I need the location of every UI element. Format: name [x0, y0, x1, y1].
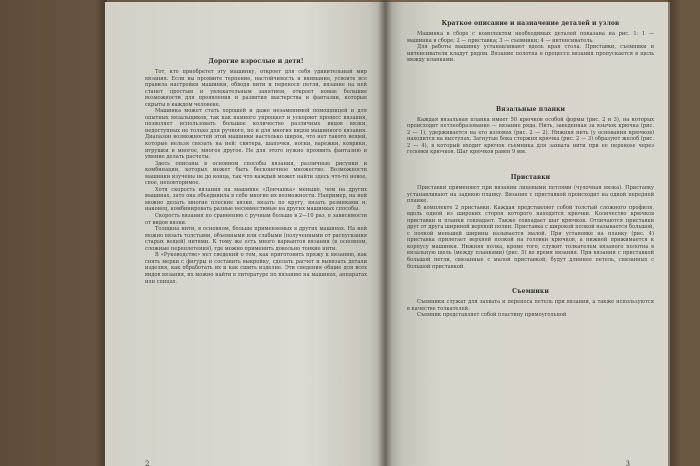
left-paragraph: Тот, кто приобретет эту машинку, откроет для себя удивительный мир вязания. Если вы проявите терпение, настойчивость и внимание, усвоите все правила настройки машинки, обводя нити и перенося петли, вязание на ней станет простым и увлекательным занятием, откроет новые большие возможности для проявления и развития мастерства и фантазии, которые скрыты в каждом человеке.	[145, 69, 367, 108]
right-page-number: 3	[625, 460, 630, 466]
right-paragraph: В комплекте 2 приставки. Каждая представляет собой толстый сложного профиля, вдоль одной из широких сторон которого находятся крючки. Количество крючков приставки и планки совпадает. Также совпадает шаг крючков. Отличаются приставки друг от друга шириной верхней полки. Приставка с широкой полкой называется большой, с полкой меньшей ширины называется малой. При установке на планку (рис. 4) приставка прилегает верхней полкой на головки крючков, а нижней прижимается к корпусу машинки. Нижняя полка, кроме того, служит толкателем вязаного полотна в вязальную щель (между планками) (рис. 5) во время вязания. При вязании с приставкой большой петли, связанные с малой приставкой, будут длиннее петель, связанных с большой приставкой.	[407, 204, 654, 270]
right-paragraph: Машинка в сборе с комплектом необходимых деталей показана на рис. 1: 1 — машинка в сборе; 2 — приставка; 3 — съемники; 4 — интенсиватель.	[407, 31, 654, 44]
right-edge-shadow	[668, 0, 682, 466]
right-paragraph: Приставки применяют при вязании лицевыми петлями (чулочная вязка). Приставку устанавливают на заднюю планку. Вязание с приставкой происходит на одной передней планке.	[407, 185, 654, 205]
heading-removers: Съемники	[512, 288, 549, 296]
right-paragraph: Каждая вязальная планка имеет 50 крючков особой формы (рис. 2 и 3), на которых происходит петлеобразование — вязание ряда. Нить, заведенная за язычок крючка (рис. 2 — 1), удерживается на его изломах (рис. 2 — 2). Нижняя нить (у основания крючков) находится на выступах. Загнутые бока стержня крючка (рис. 2 — 3) образуют желоб (рис. 2 — 4), в который входит крючок съемника для захвата нити при ее перенose через головки крючков. Шаг крючков равен 9 мм.	[407, 116, 654, 156]
right-paragraph: Для работы машинку устанавливают вдоль края стола. Приставки, съемники и интенсиватели кладут рядом. Вязание полотна в процессе вязания пропускается в щель между планками.	[407, 44, 654, 64]
left-paragraph: Машинка может стать хорошей и даже незаменимой помощницей и для опытных вязальщиков, так как намного упрощает и ускоряет процесс вязания, позволяет использовать большое количество различных видов вязки, недоступных не только для ручного, но и для многих видов машинного вязания. Диапазон возможностей этой машинки настолько широк, что нет такого вещей, которые нельзя связать на ней: свитера, шапочки, носки, варежки, коврики, игрушки и многое, многое другое. Не для этого нужно проявить фантазию и умение делать расчеты.	[145, 108, 367, 161]
book-spine	[378, 0, 392, 466]
left-paragraph: Толщина нити, в основном, больше применяемых в других машинах. На ней можно вязать толстыми, объемными или слабыми (полученными от распускания старых вещей) нитями. К тому же есть много вариантов вязания (в основном, сложные переплетения), где можно применить довольно тонкие нити.	[145, 226, 367, 252]
left-paragraph: Здесь описаны в основном способы вязания, различные рисунки и комбинации, которых может быть бесконечное множество. Возможности машинки изучены не до конца, так что каждый может найти здесь что-то новое, свое, неповторимое.	[145, 160, 367, 187]
right-paragraph: Съемники служат для захвата и переноса петель при вязании, а также используются в качестве толкателей.	[407, 299, 654, 312]
left-paragraph: В «Руководстве» нет сведений о том, как приготовить пряжу к вязанию, как снять мерки с фигуры и составить выкройку, сделать расчет и вывязать детали изделия, как обработать их и как сшить изделие. Эти сведения общие для всех видов вязания, их можно найти в литературе по вязанию на машинах, аппаратах или спицах.	[145, 252, 367, 285]
left-paragraph: Хотя скорость вязания на машинке «Дончанка» меньше, чем на других машинах, зато она объединила в себе многие их возможности. Например, на ней можно делать многие плоские вязки, вязать по кругу, вязать резинками и, наконец, комбинировать разные несовместимые на других машинках способы.	[145, 186, 367, 213]
right-page-heading-parts: Краткое описание и назначение деталей и узлов	[441, 20, 620, 27]
left-page-number: 2	[145, 460, 150, 466]
heading-attachments: Приставки	[510, 174, 551, 182]
left-paragraph: Скорость вязания по сравнению с ручным больше в 2—10 раз, в зависимости от видов вязки.	[145, 213, 367, 226]
left-page-heading: Дорогие взрослые и дети!	[208, 58, 304, 65]
right-paragraph: Съемник представляет собой пластину прямоугольной	[417, 312, 567, 319]
heading-knitting-planks: Вязальные планки	[495, 105, 566, 113]
right-page	[385, 2, 670, 466]
left-page	[105, 2, 385, 466]
